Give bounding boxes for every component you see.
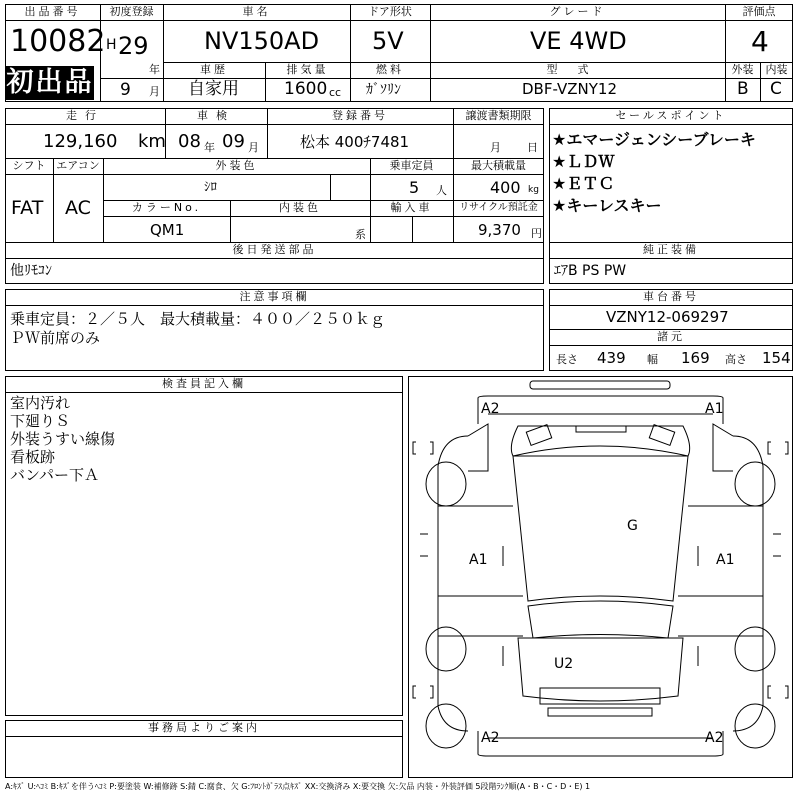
notes-label: 注意事項欄	[239, 290, 310, 303]
import-label: 輸入車	[390, 201, 433, 214]
dimensions-label: 諸元	[657, 330, 685, 343]
inspector-line: 室内汚れ	[10, 394, 71, 412]
inspection-year-unit: 年	[204, 141, 215, 154]
transfer-day-unit: 日	[527, 141, 538, 154]
interior-label: 内装	[765, 63, 788, 76]
exterior-color: ｼﾛ	[204, 180, 217, 195]
length-label: 長さ	[556, 353, 578, 366]
recycle-unit: 円	[531, 227, 542, 240]
inspection-month: 09	[222, 131, 245, 152]
door-type: 5V	[372, 27, 404, 55]
shift-label: シフト	[12, 159, 46, 172]
length: 439	[597, 349, 626, 367]
score: 4	[751, 25, 769, 58]
mark-mid-left: A1	[469, 552, 488, 568]
office-label: 事務局よりご案内	[148, 721, 260, 734]
mark-bottom-left: A2	[481, 730, 500, 746]
grade-label: グレード	[549, 5, 606, 18]
load-unit: kg	[528, 185, 539, 195]
transfer-month-unit: 月	[490, 141, 501, 154]
car-diagram	[408, 376, 793, 778]
sales-point-item: ★ＬＤＷ	[552, 152, 615, 171]
capacity: 5	[409, 178, 420, 197]
mileage-label: 走行	[66, 109, 104, 122]
fuel: ｶﾞｿﾘﾝ	[366, 82, 401, 98]
reg-year: 29	[118, 32, 149, 60]
height-label: 高さ	[725, 353, 747, 366]
color-no-label: カラーNo.	[131, 201, 202, 214]
door-label: ドア形状	[368, 5, 412, 18]
inspection-month-unit: 月	[248, 141, 259, 154]
transfer-label: 譲渡書類期限	[465, 109, 532, 122]
later-parts: 他ﾘﾓｺﾝ	[10, 263, 52, 279]
era: H	[106, 37, 117, 53]
inspection-label: 車検	[197, 109, 235, 122]
mark-top-left: A2	[481, 401, 500, 417]
mark-mid-right: A1	[716, 552, 735, 568]
score-label: 評価点	[742, 5, 776, 18]
width-label: 幅	[647, 353, 658, 366]
plate-label: 登録番号	[332, 109, 388, 122]
mileage-unit: km	[138, 131, 166, 152]
equipment: ｴｱB PS PW	[554, 263, 627, 279]
legend: A:ｷｽﾞ U:ﾍｺﾐ B:ｷｽﾞを伴うﾍｺﾐ P:要塗装 W:補修跡 S:錆 C:腐食、欠 G:ﾌﾛﾝﾄｶﾞﾗｽ点ｷｽﾞ XX:交換済み X:要交換 欠:欠品 内装・外装評価 5段階ﾗﾝｸ順(A・B・C・D・E) 1	[5, 782, 591, 791]
sales-point-item: ★ＥＴＣ	[552, 174, 615, 193]
sales-points-label: セールスポイント	[615, 109, 727, 122]
history-label: 車歴	[200, 63, 228, 76]
mark-roof: G	[627, 518, 638, 534]
max-load: 400	[490, 178, 521, 197]
car-name: NV150AD	[204, 27, 320, 55]
mileage: 129,160	[43, 131, 118, 152]
displacement-unit: cc	[329, 86, 342, 99]
recycle-label: リサイクル預託金	[459, 202, 538, 213]
first-reg-label: 初度登録	[109, 5, 154, 18]
grade: VE 4WD	[530, 27, 627, 55]
chassis-number: VZNY12-069297	[606, 308, 729, 326]
capacity-unit: 人	[436, 184, 447, 197]
plate-number: 松本 400ﾁ7481	[300, 133, 410, 151]
inspector-line: 看板跡	[10, 448, 56, 466]
interior-grade: C	[770, 79, 782, 99]
width: 169	[681, 349, 710, 367]
color-no: QM1	[150, 221, 185, 239]
car-name-label: 車名	[242, 5, 271, 18]
mark-top-right: A1	[705, 401, 724, 417]
model-code: DBF-VZNY12	[522, 80, 618, 98]
fuel-label: 燃料	[376, 63, 404, 76]
lot-label: 出品番号	[24, 5, 81, 18]
notes-line-1: 乗車定員：２／５人 最大積載量：４００／２５０ｋｇ	[10, 310, 386, 328]
chassis-label: 車台番号	[643, 290, 699, 303]
inspection-year: 08	[178, 131, 201, 152]
equipment-label: 純正装備	[643, 243, 699, 256]
height: 154	[762, 349, 791, 367]
reg-month: 9	[120, 80, 131, 100]
exterior-label: 外装	[731, 63, 754, 76]
sales-point-item: ★エマージェンシーブレーキ	[552, 130, 756, 149]
later-parts-label: 後日発送部品	[232, 243, 317, 256]
mark-back: U2	[554, 656, 574, 672]
inspector-line: 外装うすい線傷	[10, 430, 116, 448]
sales-point-item: ★キーレスキー	[552, 196, 662, 215]
capacity-label: 乗車定員	[389, 159, 434, 172]
history: 自家用	[188, 79, 239, 99]
reg-year-unit: 年	[149, 63, 160, 76]
interior-color-unit: 系	[355, 228, 366, 241]
inspector-label: 検査員記入欄	[162, 377, 246, 390]
model-label: 型式	[546, 63, 609, 76]
displacement-label: 排気量	[286, 63, 329, 76]
load-label: 最大積載量	[471, 159, 526, 172]
displacement: 1600	[284, 79, 328, 99]
recycle-fee: 9,370	[478, 221, 521, 239]
inspector-line: 下廻りＳ	[10, 412, 71, 430]
inspector-line: バンパー下Ａ	[10, 466, 99, 484]
first-listing-badge: 初出品	[6, 67, 94, 98]
ac: AC	[65, 197, 91, 219]
color-label: 外装色	[215, 159, 258, 172]
ac-label: エアコン	[56, 159, 100, 172]
exterior-grade: B	[737, 79, 749, 99]
interior-color-label: 内装色	[279, 201, 321, 214]
mark-bottom-right: A2	[705, 730, 724, 746]
reg-month-unit: 月	[149, 85, 160, 98]
lot-number: 10082	[10, 24, 106, 59]
notes-line-2: ＰＷ前席のみ	[10, 329, 101, 347]
shift: FAT	[11, 197, 44, 219]
